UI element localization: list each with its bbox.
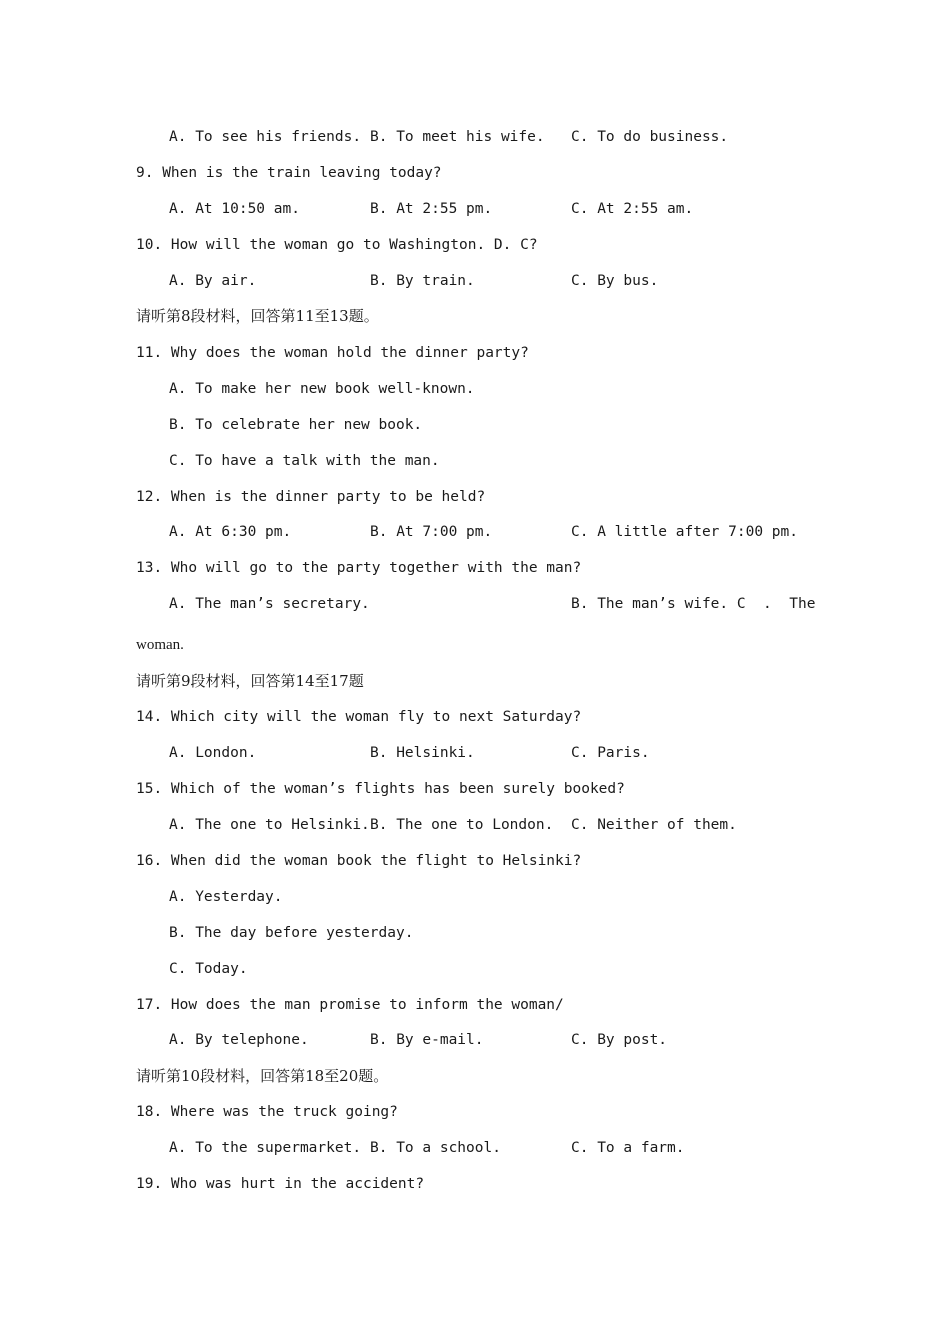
q16-option-b: B. The day before yesterday. <box>169 925 414 941</box>
q18-options <box>169 1138 869 1158</box>
q10-option-b: B. By train. <box>370 273 475 289</box>
q13-options <box>169 594 869 614</box>
q15-options <box>169 815 869 835</box>
q10-option-c: C. By bus. <box>571 273 659 289</box>
q16-option-a: A. Yesterday. <box>169 889 283 905</box>
q10-question: 10. How will the woman go to Washington. D. C? <box>136 237 538 253</box>
q13-option-a: A. The man’s secretary. <box>169 596 370 612</box>
q8-option-b: B. To meet his wife. <box>370 129 545 145</box>
q10-option-a: A. By air. <box>169 273 257 289</box>
q17-option-a: A. By telephone. <box>169 1032 309 1048</box>
q14-options <box>169 743 869 763</box>
q11-question: 11. Why does the woman hold the dinner party? <box>136 345 529 361</box>
q12-options <box>169 522 869 542</box>
q14-option-b: B. Helsinki. <box>370 745 475 761</box>
q12-question: 12. When is the dinner party to be held? <box>136 489 486 505</box>
q18-option-c: C. To a farm. <box>571 1140 685 1156</box>
q14-option-c: C. Paris. <box>571 745 650 761</box>
section-9-heading: 请听第9段材料，回答第14至17题 <box>136 672 364 690</box>
q9-option-c: C. At 2:55 am. <box>571 201 694 217</box>
q17-option-b: B. By e-mail. <box>370 1032 484 1048</box>
q8-option-a: A. To see his friends. <box>169 129 362 145</box>
q15-option-a: A. The one to Helsinki. <box>169 817 370 833</box>
q12-option-a: A. At 6:30 pm. <box>169 524 292 540</box>
q17-question: 17. How does the man promise to inform the woman/ <box>136 997 564 1013</box>
q15-question: 15. Which of the woman’s flights has been surely booked? <box>136 781 625 797</box>
q9-question: 9. When is the train leaving today? <box>136 165 442 181</box>
section-8-heading: 请听第8段材料，回答第11至13题。 <box>136 307 379 325</box>
q11-option-a: A. To make her new book well-known. <box>169 381 475 397</box>
q12-option-b: B. At 7:00 pm. <box>370 524 493 540</box>
q14-option-a: A. London. <box>169 745 257 761</box>
q15-option-c: C. Neither of them. <box>571 817 737 833</box>
q16-option-c: C. Today. <box>169 961 248 977</box>
q18-question: 18. Where was the truck going? <box>136 1104 398 1120</box>
q10-options <box>169 271 869 291</box>
q8-option-c: C. To do business. <box>571 129 729 145</box>
q17-options <box>169 1030 869 1050</box>
q16-question: 16. When did the woman book the flight to Helsinki? <box>136 853 582 869</box>
q9-option-b: B. At 2:55 pm. <box>370 201 493 217</box>
q11-option-b: B. To celebrate her new book. <box>169 417 423 433</box>
q14-question: 14. Which city will the woman fly to next Saturday? <box>136 709 582 725</box>
q8-options <box>169 127 869 147</box>
q11-option-c: C. To have a talk with the man. <box>169 453 440 469</box>
q18-option-a: A. To the supermarket. <box>169 1140 362 1156</box>
q13-option-c-continued: woman. <box>136 637 184 653</box>
q13-question: 13. Who will go to the party together with the man? <box>136 560 582 576</box>
q12-option-c: C. A little after 7:00 pm. <box>571 524 798 540</box>
q17-option-c: C. By post. <box>571 1032 668 1048</box>
q18-option-b: B. To a school. <box>370 1140 501 1156</box>
section-10-heading: 请听第10段材料，回答第18至20题。 <box>136 1067 389 1085</box>
q19-question: 19. Who was hurt in the accident? <box>136 1176 425 1192</box>
q13-option-b: B. The man’s wife. C . The <box>571 596 816 612</box>
q9-options <box>169 199 869 219</box>
q15-option-b: B. The one to London. <box>370 817 554 833</box>
q9-option-a: A. At 10:50 am. <box>169 201 300 217</box>
